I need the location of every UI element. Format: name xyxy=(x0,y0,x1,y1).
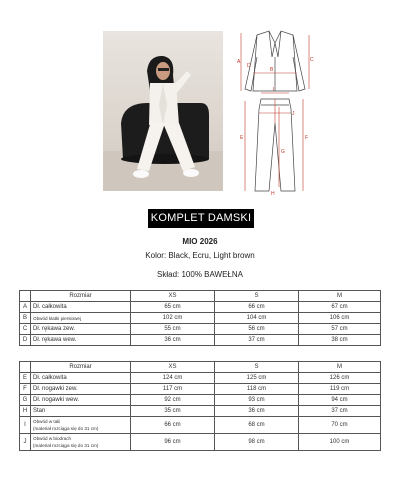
table-header-row xyxy=(20,362,381,373)
color-options: Kolor: Black, Ecru, Light brown xyxy=(145,251,255,260)
value-s: 66 cm xyxy=(215,302,299,313)
row-label: Dł. nogawki zew. xyxy=(31,384,131,395)
row-label: Stan xyxy=(31,406,131,417)
value-s: 118 cm xyxy=(215,384,299,395)
table-header-row xyxy=(20,291,381,302)
row-label: Obwód w talii xyxy=(33,419,61,424)
sketch-label-a: A xyxy=(237,59,241,65)
row-letter: I xyxy=(20,417,31,434)
sketch-label-d: D xyxy=(247,63,251,69)
table-row xyxy=(20,335,381,346)
table-row xyxy=(20,417,381,434)
value-xs: 96 cm xyxy=(131,434,215,451)
row-note: (materiał rozciąga się do 31 cm) xyxy=(33,443,99,448)
row-label-with-note xyxy=(31,417,131,434)
table-row xyxy=(20,395,381,406)
sketch-label-h: H xyxy=(271,191,275,197)
row-letter: J xyxy=(20,434,31,451)
header-cell xyxy=(20,362,31,373)
value-s: 56 cm xyxy=(215,324,299,335)
row-label: Dł. rękawa wew. xyxy=(31,335,131,346)
header-cell-s: S xyxy=(215,362,299,373)
row-label: Dł. rękawa zew. xyxy=(31,324,131,335)
value-xs: 117 cm xyxy=(131,384,215,395)
row-label: Obwód w biodrach xyxy=(33,436,72,441)
row-letter: C xyxy=(20,324,31,335)
row-letter: H xyxy=(20,406,31,417)
header-cell-m: M xyxy=(299,291,381,302)
table-row xyxy=(20,313,381,324)
sketch-label-g: G xyxy=(281,149,285,155)
value-xs: 92 cm xyxy=(131,395,215,406)
row-label: Dł. nogawki wew. xyxy=(31,395,131,406)
garment-sketch xyxy=(235,27,315,197)
header-cell xyxy=(20,291,31,302)
sketch-label-f: F xyxy=(305,135,309,141)
table-row xyxy=(20,406,381,417)
value-xs: 124 cm xyxy=(131,373,215,384)
sketch-label-j: J xyxy=(292,111,295,117)
table-row xyxy=(20,302,381,313)
row-label-with-note xyxy=(31,434,131,451)
product-title: KOMPLET DAMSKI xyxy=(148,209,254,228)
value-xs: 35 cm xyxy=(131,406,215,417)
value-m: 70 cm xyxy=(299,417,381,434)
material-composition: Skład: 100% BAWEŁNA xyxy=(157,270,243,279)
row-label: Dł. całkowita xyxy=(31,302,131,313)
value-xs: 36 cm xyxy=(131,335,215,346)
sketch-label-c: C xyxy=(310,57,314,63)
value-s: 104 cm xyxy=(215,313,299,324)
value-xs: 66 cm xyxy=(131,417,215,434)
value-s: 125 cm xyxy=(215,373,299,384)
value-s: 98 cm xyxy=(215,434,299,451)
row-letter: B xyxy=(20,313,31,324)
row-letter: E xyxy=(20,373,31,384)
value-m: 119 cm xyxy=(299,384,381,395)
value-m: 94 cm xyxy=(299,395,381,406)
header-cell-size: Rozmiar xyxy=(31,362,131,373)
sketch-label-i: I xyxy=(273,87,275,93)
value-m: 57 cm xyxy=(299,324,381,335)
row-label: Dł. całkowita xyxy=(31,373,131,384)
value-m: 67 cm xyxy=(299,302,381,313)
value-m: 37 cm xyxy=(299,406,381,417)
row-label: Obwód klatki piersiowej xyxy=(31,313,131,324)
table-row xyxy=(20,384,381,395)
value-xs: 65 cm xyxy=(131,302,215,313)
row-letter: A xyxy=(20,302,31,313)
sketch-label-b: B xyxy=(270,67,274,73)
row-letter: F xyxy=(20,384,31,395)
value-s: 37 cm xyxy=(215,335,299,346)
header-cell-size: Rozmiar xyxy=(31,291,131,302)
model-name: MIO 2026 xyxy=(182,237,218,246)
value-m: 126 cm xyxy=(299,373,381,384)
header-cell-m: M xyxy=(299,362,381,373)
size-table-trousers xyxy=(19,361,381,451)
value-s: 68 cm xyxy=(215,417,299,434)
header-cell-s: S xyxy=(215,291,299,302)
value-xs: 55 cm xyxy=(131,324,215,335)
sketch-label-e: E xyxy=(240,135,244,141)
table-row xyxy=(20,373,381,384)
header-cell-xs: XS xyxy=(131,291,215,302)
value-xs: 102 cm xyxy=(131,313,215,324)
value-m: 38 cm xyxy=(299,335,381,346)
table-row xyxy=(20,434,381,451)
table-row xyxy=(20,324,381,335)
row-letter: D xyxy=(20,335,31,346)
value-s: 93 cm xyxy=(215,395,299,406)
row-letter: G xyxy=(20,395,31,406)
value-m: 100 cm xyxy=(299,434,381,451)
header-cell-xs: XS xyxy=(131,362,215,373)
row-note: (materiał rozciąga się do 31 cm) xyxy=(33,426,99,431)
size-table-jacket xyxy=(19,290,381,346)
value-m: 106 cm xyxy=(299,313,381,324)
product-photo xyxy=(103,31,223,191)
value-s: 36 cm xyxy=(215,406,299,417)
